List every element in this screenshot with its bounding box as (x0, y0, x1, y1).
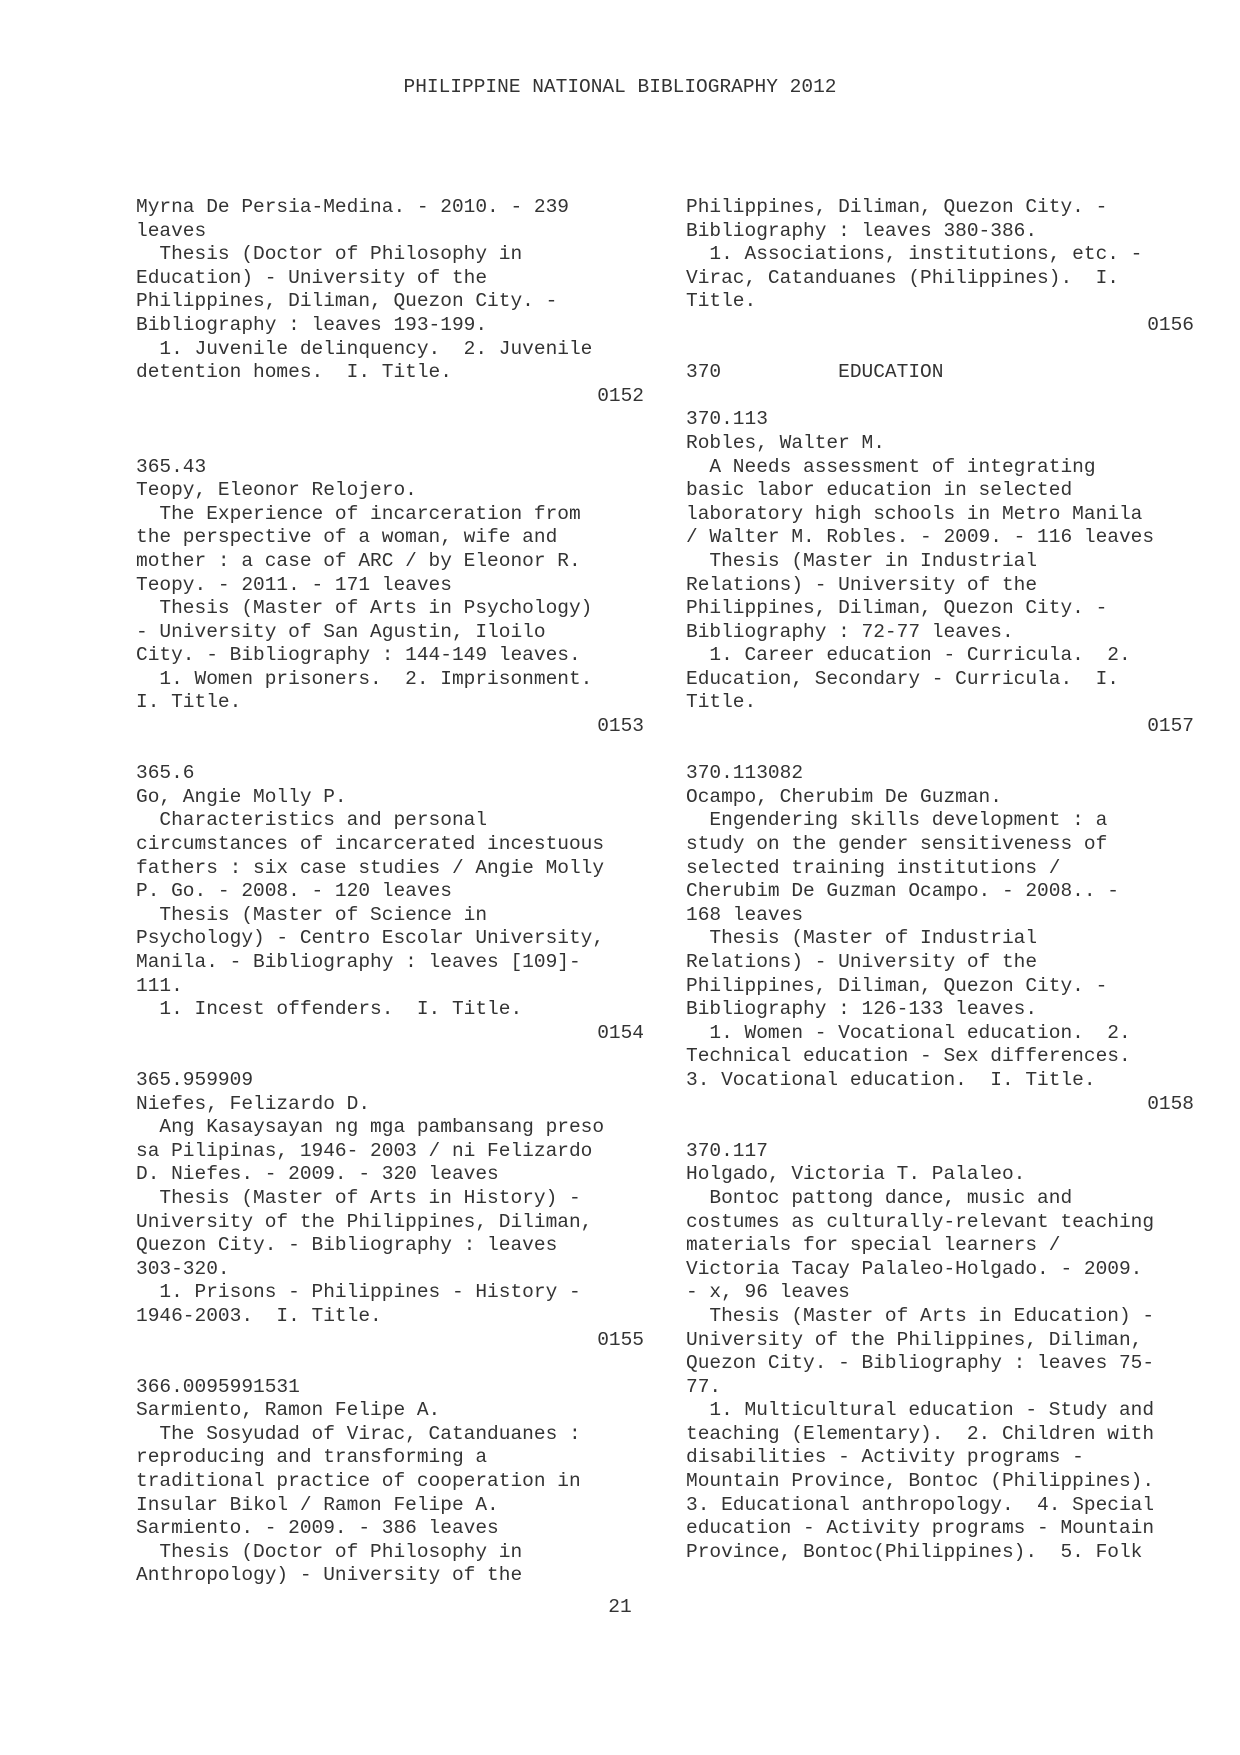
text-line: study on the gender sensitiveness of (686, 833, 1108, 856)
text-line: Bibliography : 126-133 leaves. (686, 998, 1038, 1021)
text-line: Philippines, Diliman, Quezon City. - (136, 290, 558, 313)
text-line: Niefes, Felizardo D. (136, 1092, 371, 1115)
text-line: Go, Angie Molly P. (136, 785, 347, 808)
text-line: 366.0095991531 (136, 1375, 300, 1398)
text-line: 370.117 (686, 1139, 768, 1162)
text-line: fathers : six case studies / Angie Molly (136, 856, 605, 879)
text-line: Anthropology) - University of the (136, 1564, 523, 1587)
text-line: Title. (686, 290, 757, 313)
text-line: Bibliography : leaves 193-199. (136, 313, 488, 336)
text-line: circumstances of incarcerated incestuous (136, 833, 605, 856)
text-line: Sarmiento, Ramon Felipe A. (136, 1399, 441, 1422)
text-line: 1. Women prisoners. 2. Imprisonment. (136, 667, 593, 690)
text-line: Robles, Walter M. (686, 431, 885, 454)
blank-line (136, 432, 644, 456)
text-line: Relations) - University of the (686, 573, 1038, 596)
text-line: Holgado, Victoria T. Palaleo. (686, 1163, 1026, 1186)
text-line: Relations) - University of the (686, 951, 1038, 973)
blank-line (136, 1352, 644, 1376)
text-line: Bontoc pattong dance, music and (686, 1186, 1073, 1209)
text-line: Teopy, Eleonor Relojero. (136, 479, 417, 502)
left-column (136, 196, 644, 1588)
text-line: 370.113082 (686, 762, 804, 785)
text-line: I. Title. (136, 691, 242, 714)
text-line: 168 leaves (686, 903, 804, 926)
text-line: Thesis (Master of Arts in History) - (136, 1186, 581, 1209)
text-line: Thesis (Master of Arts in Psychology) (136, 597, 593, 620)
text-line: 77. (686, 1375, 722, 1398)
text-line: City. - Bibliography : 144-149 leaves. (136, 644, 581, 667)
text-line: detention homes. I. Title. (136, 361, 452, 384)
text-line: Philippines, Diliman, Quezon City. - (686, 196, 1108, 218)
text-line: laboratory high schools in Metro Manila (686, 502, 1143, 525)
running-header: PHILIPPINE NATIONAL BIBLIOGRAPHY 2012 (403, 76, 837, 98)
record-number: 0155 (597, 1328, 644, 1351)
record-number: 0156 (1147, 313, 1194, 336)
text-line: 1. Multicultural education - Study and (686, 1399, 1155, 1422)
text-line: basic labor education in selected (686, 479, 1073, 502)
text-line: Teopy. - 2011. - 171 leaves (136, 573, 452, 596)
text-line: Thesis (Master of Arts in Education) - (686, 1304, 1155, 1327)
text-line: The Sosyudad of Virac, Catanduanes : (136, 1422, 581, 1445)
text-line: Technical education - Sex differences. (686, 1045, 1131, 1068)
text-line: Quezon City. - Bibliography : leaves (136, 1234, 558, 1257)
text-line: Thesis (Master of Science in (136, 903, 488, 926)
text-line: 370 EDUCATION (686, 361, 944, 384)
text-line: 3. Educational anthropology. 4. Special (686, 1493, 1155, 1516)
text-line: 365.43 (136, 455, 207, 478)
text-line: sa Pilipinas, 1946- 2003 / ni Felizardo (136, 1139, 593, 1162)
text-line: Ang Kasaysayan ng mga pambansang preso (136, 1116, 605, 1139)
text-line: reproducing and transforming a (136, 1446, 488, 1469)
text-line: Ocampo, Cherubim De Guzman. (686, 785, 1002, 808)
record-number: 0154 (597, 1021, 644, 1044)
text-line: Victoria Tacay Palaleo-Holgado. - 2009. (686, 1257, 1143, 1280)
text-line: teaching (Elementary). 2. Children with (686, 1422, 1155, 1445)
text-line: 3. Vocational education. I. Title. (686, 1068, 1096, 1091)
text-line: P. Go. - 2008. - 120 leaves (136, 880, 452, 903)
text-line: Sarmiento. - 2009. - 386 leaves (136, 1517, 499, 1540)
record-number: 0153 (597, 715, 644, 738)
text-line: 1946-2003. I. Title. (136, 1304, 382, 1327)
text-line: 111. (136, 974, 183, 997)
text-line: Education, Secondary - Curricula. I. (686, 667, 1119, 690)
text-line: 365.6 (136, 762, 195, 785)
blank-line (686, 739, 1194, 763)
text-line: 1. Prisons - Philippines - History - (136, 1281, 581, 1304)
text-line: Myrna De Persia-Medina. - 2010. - 239 (136, 196, 569, 218)
blank-line (686, 1116, 1194, 1140)
text-line: Province, Bontoc(Philippines). 5. Folk (686, 1540, 1143, 1563)
text-line: materials for special learners / (686, 1234, 1061, 1257)
text-line: - x, 96 leaves (686, 1281, 850, 1304)
text-line: 370.113 (686, 408, 768, 431)
blank-line (136, 1045, 644, 1069)
text-line: education - Activity programs - Mountain (686, 1517, 1155, 1540)
text-line: University of the Philippines, Diliman, (136, 1210, 593, 1233)
text-line: Characteristics and personal (136, 809, 488, 832)
text-line: The Experience of incarceration from (136, 502, 581, 525)
blank-line (686, 385, 1194, 409)
text-line: disabilities - Activity programs - (686, 1446, 1084, 1469)
text-line: Cherubim De Guzman Ocampo. - 2008.. - (686, 880, 1119, 903)
text-line: Manila. - Bibliography : leaves [109]- (136, 951, 581, 973)
record-number: 0157 (1147, 715, 1194, 738)
text-line: 1. Career education - Curricula. 2. (686, 644, 1131, 667)
record-number: 0158 (1147, 1092, 1194, 1115)
text-line: Virac, Catanduanes (Philippines). I. (686, 266, 1119, 289)
text-line: Insular Bikol / Ramon Felipe A. (136, 1493, 499, 1516)
text-line: Psychology) - Centro Escolar University, (136, 927, 605, 950)
right-column (686, 196, 1194, 1564)
text-line: leaves (136, 219, 207, 242)
text-line: Bibliography : 72-77 leaves. (686, 620, 1014, 643)
record-number: 0152 (597, 384, 644, 407)
blank-line (136, 739, 644, 763)
text-line: Philippines, Diliman, Quezon City. - (686, 974, 1108, 997)
text-line: Thesis (Doctor of Philosophy in (136, 243, 523, 266)
blank-line (136, 408, 644, 432)
page-number: 21 (608, 1596, 632, 1618)
text-line: Engendering skills development : a (686, 809, 1108, 832)
text-line: Philippines, Diliman, Quezon City. - (686, 597, 1108, 620)
text-line: Thesis (Master in Industrial (686, 549, 1038, 572)
text-line: A Needs assessment of integrating (686, 455, 1096, 478)
text-line: 1. Women - Vocational education. 2. (686, 1021, 1131, 1044)
text-line: University of the Philippines, Diliman, (686, 1328, 1143, 1351)
text-line: mother : a case of ARC / by Eleonor R. (136, 549, 581, 572)
text-line: / Walter M. Robles. - 2009. - 116 leaves (686, 526, 1155, 549)
text-line: the perspective of a woman, wife and (136, 526, 558, 549)
text-line: Bibliography : leaves 380-386. (686, 219, 1038, 242)
text-line: Mountain Province, Bontoc (Philippines). (686, 1470, 1155, 1493)
blank-line (686, 338, 1194, 362)
text-line: Title. (686, 691, 757, 714)
text-line: 1. Associations, institutions, etc. - (686, 243, 1143, 266)
text-line: 365.959909 (136, 1068, 254, 1091)
text-line: - University of San Agustin, Iloilo (136, 620, 546, 643)
text-line: 1. Juvenile delinquency. 2. Juvenile (136, 337, 593, 360)
text-line: Thesis (Doctor of Philosophy in (136, 1540, 523, 1563)
text-line: 303-320. (136, 1257, 230, 1280)
text-line: Education) - University of the (136, 266, 488, 289)
text-line: costumes as culturally-relevant teaching (686, 1210, 1155, 1233)
text-line: selected training institutions / (686, 856, 1061, 879)
text-line: Quezon City. - Bibliography : leaves 75- (686, 1352, 1155, 1375)
text-line: 1. Incest offenders. I. Title. (136, 998, 523, 1021)
text-line: D. Niefes. - 2009. - 320 leaves (136, 1163, 499, 1186)
text-line: traditional practice of cooperation in (136, 1470, 581, 1493)
text-line: Thesis (Master of Industrial (686, 927, 1038, 950)
